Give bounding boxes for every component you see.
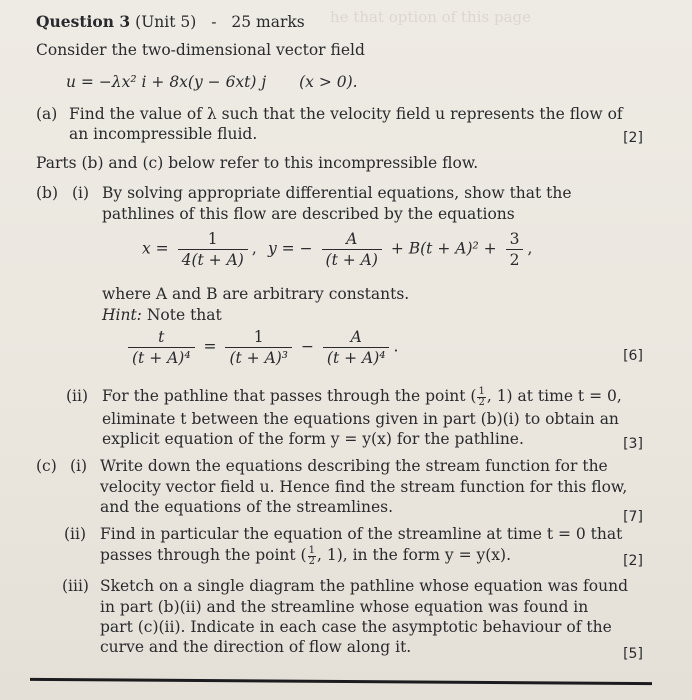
part-b-ii-line1-a: For the pathline that passes through the point ( — [102, 387, 477, 405]
part-c-iii-mark: [5] — [623, 646, 643, 662]
header-dash: - — [211, 13, 217, 31]
part-b-i-label: (i) — [72, 184, 90, 202]
half-fraction-b — [477, 387, 485, 408]
part-b-i-mark: [6] — [623, 348, 643, 364]
hint-fraction-1 — [128, 328, 195, 367]
eq-x-lhs: x = — [142, 239, 169, 258]
part-a-mark: [2] — [623, 130, 643, 146]
part-b-i-line3: where A and B are arbitrary constants. — [102, 285, 410, 303]
part-a-label: (a) — [36, 105, 58, 123]
hint-numerator-3: A — [323, 328, 390, 348]
half-den-b: 2 — [478, 396, 485, 408]
part-b-ii-line2: eliminate t between the equations given in part (b)(i) to obtain an — [102, 410, 619, 428]
marks-total: 25 marks — [231, 13, 305, 31]
hint-label: Hint: — [102, 306, 142, 324]
part-c-iii-line4: curve and the direction of flow along it. — [100, 638, 412, 656]
part-c-iii-label: (iii) — [62, 577, 89, 595]
part-b-i-line1: By solving appropriate differential equations, show that the — [102, 184, 572, 202]
part-c-ii-mark: [2] — [623, 553, 643, 569]
part-b-i-line2: pathlines of this flow are described by the equations — [102, 205, 515, 223]
hint-numerator-2: 1 — [225, 328, 292, 348]
part-c-iii-line1: Sketch on a single diagram the pathline whose equation was found — [100, 577, 629, 595]
part-c-ii-label: (ii) — [64, 525, 87, 543]
field-condition: (x > 0). — [299, 73, 358, 91]
part-c-i-mark: [7] — [623, 509, 643, 525]
eq-y-lhs: y = − — [268, 239, 313, 258]
part-b-ii-line3: explicit equation of the form y = y(x) for the pathline. — [102, 430, 524, 448]
part-a-line2: an incompressible fluid. — [69, 125, 258, 143]
hint-fraction-2 — [225, 328, 292, 367]
part-c-ii-line2 — [100, 545, 511, 567]
part-a-line1: Find the value of λ such that the velocity field u represents the flow of — [69, 105, 623, 123]
eq-y-middle: + B(t + A)² + — [390, 239, 497, 258]
hint-text: Note that — [146, 306, 222, 324]
eq-y-numerator-2: 3 — [506, 230, 524, 250]
eq-y-fraction-2 — [506, 230, 524, 269]
part-b-ii-mark: [3] — [623, 436, 643, 452]
eq-x-denominator: 4(t + A) — [181, 251, 244, 269]
bottom-rule — [30, 678, 652, 685]
part-c-label: (c) — [36, 457, 57, 475]
pathline-x-equation — [142, 230, 257, 269]
hint-minus: − — [300, 337, 314, 356]
hint-numerator-1: t — [128, 328, 195, 348]
question-title: Question 3 — [36, 12, 131, 31]
show-through-text: he that option of this page — [330, 8, 531, 26]
eq-y-numerator-1: A — [322, 230, 382, 250]
hint-denominator-1: (t + A)⁴ — [132, 349, 191, 367]
hint-fraction-3 — [323, 328, 390, 367]
parts-note: Parts (b) and (c) below refer to this incompressible flow. — [36, 154, 479, 172]
hint-period: . — [393, 337, 399, 356]
pathline-y-equation — [268, 230, 532, 269]
part-b-label: (b) — [36, 184, 59, 202]
question-header — [36, 12, 305, 32]
field-equation-text: u = −λx² i + 8x(y − 6xt) j — [66, 73, 267, 91]
hint-identity — [124, 328, 398, 367]
eq-y-fraction-1 — [322, 230, 382, 269]
eq-y-denominator-1: (t + A) — [325, 251, 378, 269]
part-c-i-label: (i) — [70, 457, 88, 475]
eq-x-fraction — [178, 230, 248, 269]
hint-denominator-2: (t + A)³ — [229, 349, 289, 367]
eq-y-comma: , — [527, 239, 533, 258]
half-num-c: 1 — [308, 544, 315, 556]
part-c-iii-line2: in part (b)(ii) and the streamline whose equation was found in — [100, 598, 589, 616]
part-c-ii-line1: Find in particular the equation of the streamline at time t = 0 that — [100, 525, 623, 543]
intro-text: Consider the two-dimensional vector field — [36, 41, 365, 59]
eq-y-denominator-2: 2 — [509, 251, 520, 269]
eq-x-numerator: 1 — [178, 230, 248, 250]
hint-line — [102, 305, 222, 325]
part-b-ii-line1 — [102, 386, 622, 408]
part-c-iii-line3: part (c)(ii). Indicate in each case the asymptotic behaviour of the — [100, 618, 612, 636]
hint-equals: = — [203, 337, 217, 356]
unit-label: (Unit 5) — [135, 13, 197, 31]
part-c-i-line3: and the equations of the streamlines. — [100, 498, 394, 516]
part-c-ii-line2-a: passes through the point ( — [100, 546, 307, 564]
eq-x-comma: , — [251, 239, 257, 258]
half-num-b: 1 — [478, 385, 485, 397]
part-b-ii-line1-b: , 1) at time t = 0, — [486, 387, 622, 405]
part-c-i-line2: velocity vector field u. Hence find the stream function for this flow, — [100, 478, 628, 496]
part-c-ii-line2-b: , 1), in the form y = y(x). — [316, 546, 511, 564]
half-den-c: 2 — [308, 555, 315, 567]
part-b-ii-label: (ii) — [66, 387, 89, 405]
half-fraction-c — [308, 546, 316, 567]
field-equation — [66, 72, 358, 92]
part-c-i-line1: Write down the equations describing the stream function for the — [100, 457, 608, 475]
hint-denominator-3: (t + A)⁴ — [326, 349, 386, 367]
